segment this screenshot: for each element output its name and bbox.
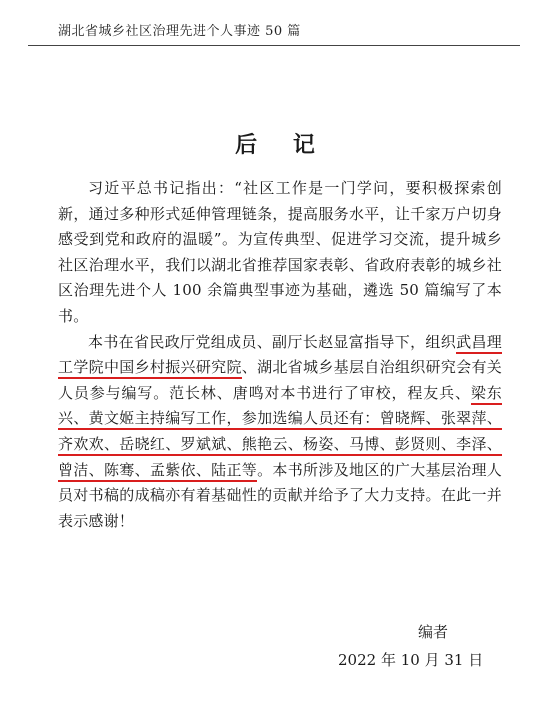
paragraph-2-text-2: 、湖北省城乡基层自治组织研究会有关人员参与编写。范长林、唐鸣对本书进行了审校，程友兵、 [58, 358, 503, 402]
paragraph-2-text-1: 本书在省民政厅党组成员、副厅长赵显富指导下，组织 [88, 332, 457, 351]
signature-date: 2022 年 10 月 31 日 [338, 651, 484, 669]
paragraph-2 [58, 330, 502, 535]
underlined-institute-name: 武昌理工学院中国乡村振兴研究院 [58, 333, 502, 380]
signature-author: 编者 [418, 623, 449, 641]
body-text [58, 176, 502, 534]
running-header: 湖北省城乡社区治理先进个人事迹 50 篇 [58, 24, 301, 39]
underlined-editors-list: 梁东兴、黄文姬主持编写工作，参加选编人员还有：曾晓辉、张翠萍、齐欢欢、岳晓红、罗斌斌、熊艳云、杨姿、马博、彭贤则、李泽、曾洁、陈骞、孟紫依、陆正等 [58, 384, 502, 482]
page-title: 后 记 [235, 132, 329, 158]
paragraph-1: 习近平总书记指出：“社区工作是一门学问，要积极探索创新，通过多种形式延伸管理链条，提高服务水平，让千家万户切身感受到党和政府的温暖”。为宣传典型、促进学习交流，提升城乡社区治理水平，我们以湖北省推荐国家表彰、省政府表彰的城乡社区治理先进个人 100 余篇典型事迹为基础，遴选 50 篇编写了本书。 [58, 179, 502, 325]
paragraph-2-text-3: 。本书所涉及地区的广大基层治理人员对书稿的成稿亦有着基础性的贡献并给予了大力支持。在此一并表示感谢！ [58, 460, 503, 530]
header-divider [28, 45, 520, 46]
